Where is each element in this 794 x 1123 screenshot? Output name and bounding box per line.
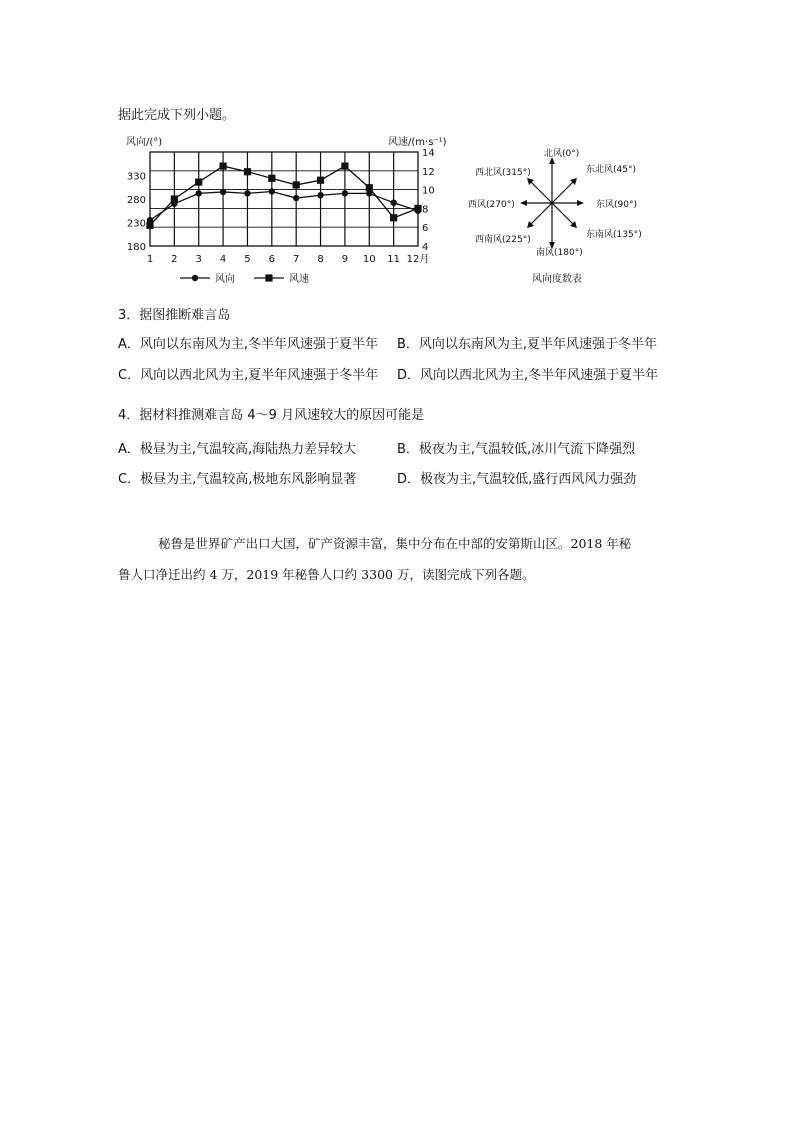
y-right-tick-label: 4 — [422, 242, 429, 253]
q4-option-b: B．极夜为主,气温较低,冰川气流下降强烈 — [397, 442, 636, 457]
wind-direction-point — [317, 192, 323, 198]
q3-option-b: B．风向以东南风为主,夏半年风速强于冬半年 — [397, 337, 658, 352]
x-tick-label: 11 — [387, 254, 401, 265]
q4-stem: 4．据材料推测难言岛 4～9 月风速较大的原因可能是 — [118, 408, 425, 423]
q4-option-d: D．极夜为主,气温较低,盛行西风风力强劲 — [397, 472, 637, 487]
q3-option-a: A．风向以东南风为主,冬半年风速强于夏半年 — [118, 337, 379, 352]
passage-line-1: 秘鲁是世界矿产出口大国，矿产资源丰富，集中分布在中部的安第斯山区。2018 年秘 — [158, 536, 632, 551]
wind-direction-point — [342, 190, 348, 196]
q3-stem: 3．据图推断难言岛 — [118, 308, 231, 323]
series-line-square — [150, 166, 418, 225]
x-tick-label: 6 — [268, 254, 276, 265]
x-tick-label: 8 — [317, 254, 324, 265]
q4-option-a: A．极昼为主,气温较高,海陆热力差异较大 — [118, 442, 357, 457]
x-tick-label: 12月 — [406, 254, 430, 265]
x-tick-label: 1 — [146, 254, 154, 265]
y-left-tick-label: 180 — [126, 242, 146, 253]
compass-title: 风向度数表 — [532, 274, 582, 285]
wind-speed-point — [171, 195, 178, 202]
wind-speed-point — [317, 177, 324, 184]
compass-w: 西风(270°) — [468, 200, 515, 210]
y-right-axis-label: 风速/(m·s⁻¹) — [388, 137, 447, 148]
compass-ne: 东北风(45°) — [586, 165, 636, 175]
compass-arrows — [524, 161, 580, 245]
wind-speed-point — [195, 178, 202, 185]
y-left-tick-label: 230 — [126, 218, 146, 230]
compass-nw: 西北风(315°) — [475, 168, 531, 178]
q4-option-c: C．极昼为主,气温较高,极地东风影响显著 — [118, 472, 357, 487]
legend-label-speed: 风速 — [289, 274, 309, 285]
compass-sw: 西南风(225°) — [475, 235, 531, 245]
q3-option-c: C．风向以西北风为主,夏半年风速强于冬半年 — [118, 368, 379, 383]
wind-speed-point — [293, 181, 300, 188]
compass-se: 东南风(135°) — [586, 230, 642, 240]
intro-text: 据此完成下列小题。 — [118, 108, 236, 123]
wind-speed-point — [219, 163, 226, 170]
wind-direction-point — [196, 190, 202, 196]
y-right-tick-label: 12 — [422, 166, 435, 178]
x-tick-label: 7 — [292, 254, 300, 265]
wind-speed-point — [366, 184, 373, 191]
y-right-tick-label: 10 — [422, 185, 435, 197]
legend-marker-speed — [265, 274, 272, 281]
wind-direction-point — [390, 200, 396, 206]
wind-chart — [118, 130, 453, 292]
wind-direction-point — [269, 188, 275, 194]
compass-s: 南风(180°) — [536, 248, 583, 258]
wind-compass — [462, 142, 684, 290]
y-right-tick-label: 6 — [422, 223, 429, 235]
x-tick-label: 10 — [362, 254, 376, 265]
wind-direction-point — [293, 195, 299, 201]
wind-speed-point — [244, 168, 251, 175]
series-line-circle — [150, 191, 418, 220]
compass-n: 北风(0°) — [544, 149, 580, 159]
y-left-axis-label: 风向/(°) — [126, 137, 163, 148]
compass-e: 东风(90°) — [596, 200, 637, 210]
x-tick-label: 9 — [341, 254, 349, 265]
wind-speed-point — [268, 175, 275, 182]
wind-direction-point — [244, 190, 250, 196]
legend-label-direction: 风向 — [215, 274, 235, 285]
wind-speed-point — [146, 222, 153, 229]
wind-direction-point — [220, 189, 226, 195]
y-right-tick-label: 8 — [422, 204, 429, 216]
wind-speed-point — [414, 205, 421, 212]
legend-marker-direction — [192, 275, 198, 281]
y-left-tick-label: 280 — [126, 195, 146, 206]
y-left-tick-label: 330 — [126, 171, 146, 183]
q3-option-d: D．风向以西北风为主,冬半年风速强于夏半年 — [397, 368, 659, 383]
x-tick-label: 4 — [219, 254, 227, 265]
passage-line-2: 鲁人口净迁出约 4 万，2019 年秘鲁人口约 3300 万，读图完成下列各题。 — [118, 567, 535, 582]
x-tick-label: 2 — [171, 254, 178, 265]
x-tick-label: 5 — [244, 254, 251, 265]
x-tick-label: 3 — [195, 254, 202, 265]
wind-speed-point — [390, 214, 397, 221]
wind-speed-point — [341, 163, 348, 170]
y-right-tick-label: 14 — [422, 148, 435, 159]
